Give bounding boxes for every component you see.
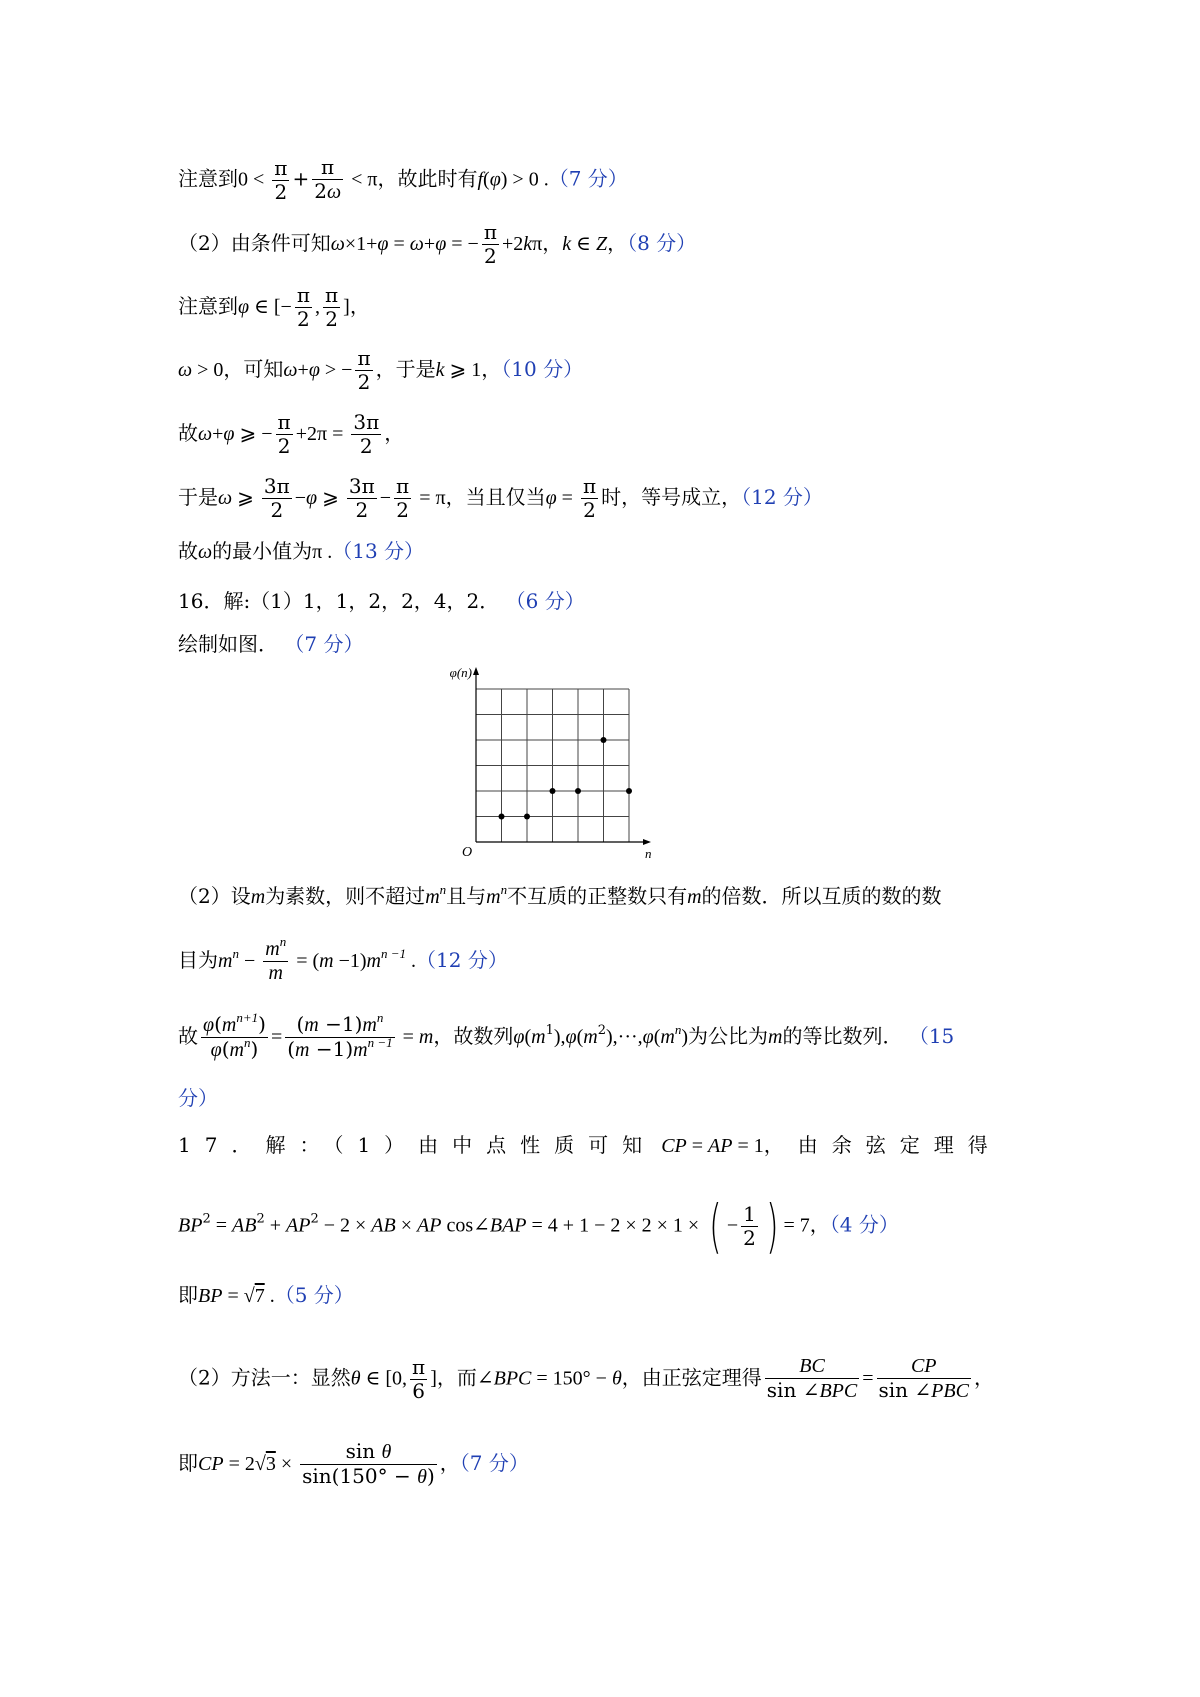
fraction: $\frac{\varphi(m^{n+1})}{\varphi(m^n)}$ xyxy=(203,1009,266,1061)
text: ，故此时有 xyxy=(377,166,478,191)
text: 故 xyxy=(178,421,198,445)
text: 故 xyxy=(178,1024,198,1048)
text: 即 xyxy=(178,1451,198,1475)
line-10: （2）设m为素数，则不超过$m^n$且与$m^n$不互质的正整数只有m的倍数．所以互质的数的数 xyxy=(178,881,942,908)
text: ，由余弦定理得 xyxy=(763,1133,1002,1157)
score: （8 分） xyxy=(627,231,697,255)
fraction: $\frac{CP}{\text{sin ∠PBC}}$ xyxy=(878,1355,969,1402)
text: ，而 xyxy=(436,1365,477,1390)
text: ，可知 xyxy=(223,357,284,381)
score: 分） xyxy=(178,1086,218,1110)
text: （2）设 xyxy=(178,884,251,908)
fraction: $\frac{\pi}{2}$ xyxy=(483,220,497,268)
line-13 xyxy=(178,1088,218,1108)
data-point xyxy=(550,788,556,794)
data-point xyxy=(601,737,607,743)
fraction: $\frac{3\pi}{2}$ xyxy=(348,474,375,522)
data-point xyxy=(626,788,632,794)
line-6: 于是ω ⩾ $\frac{3\pi}{2}$ −φ ⩾ $\frac{3\pi}{2}$ − $\frac{\pi}{2}$ = π，当且仅当φ = $\frac{\pi}{2}$ 时，等号成立，（12 分） xyxy=(178,474,823,522)
text: 即 xyxy=(178,1283,198,1307)
line-8 xyxy=(178,591,585,611)
x-axis-arrow xyxy=(643,839,651,845)
line-18: 即CP = 2√3 × $\frac{\text{sin θ}}{\sin(150^\circ - \theta)}$ ，（7 分） xyxy=(178,1439,529,1488)
score: （7 分） xyxy=(284,632,364,656)
text: 绘制如图． xyxy=(178,632,278,656)
fraction: $\frac{\pi}{2}$ xyxy=(582,474,597,522)
line-9 xyxy=(178,634,363,654)
x-axis-label: n xyxy=(645,846,652,861)
text: （2）方法一：显然 xyxy=(178,1365,351,1390)
score: （15 xyxy=(908,1024,955,1048)
score: （12 分） xyxy=(416,948,508,972)
text: 为素数，则不超过 xyxy=(265,884,426,908)
line-16: 即BP = √7 .（5 分） xyxy=(178,1283,354,1307)
line-4: ω > 0，可知ω+φ > − $\frac{\pi}{2}$ ，于是k ⩾ 1，（10 分） xyxy=(178,346,584,394)
text: 17．解：（1）由中点性质可知 xyxy=(178,1133,657,1157)
score: （5 分） xyxy=(274,1283,354,1307)
text: 的倍数．所以互质的数的数 xyxy=(701,884,942,908)
text: 于是 xyxy=(178,485,218,509)
text: 注意到 xyxy=(178,166,238,191)
line-12: 故 $\frac{\varphi(m^{n+1})}{\varphi(m^n)}$ = $\frac{(m -1)m^n}{(m -1)m^{n -1}}$ = m，故数列$\varphi(m^1),\varphi(m^2),\cdot\cdot\cdot,\varphi(m^n)$为公比为m的等比数列． （15 xyxy=(178,1009,955,1061)
line-1: 注意到0 < $\frac{\pi}{2}$ + $\frac{\pi}{2\omega}$ < π，故此时有f(φ) > 0 .（7 分） xyxy=(178,155,628,204)
text: ，于是 xyxy=(375,357,436,381)
text: （2）由条件可知 xyxy=(178,231,331,255)
line-11: 目为$m^n$ − $\frac{m^n}{m}$ = $(m -1)m^{n -1}$ .（12 分） xyxy=(178,933,508,984)
origin-label: O xyxy=(462,845,473,860)
line-17: （2）方法一：显然θ ∈ [0, $\frac{\pi}{6}$ ]，而∠BPC = 150° − θ，由正弦定理得 $\frac{BC}{\text{sin ∠BPC}}$ = $\frac{CP}{\text{sin ∠PBC}}$ ， xyxy=(178,1354,994,1403)
score: （13 分） xyxy=(332,539,425,563)
data-point xyxy=(499,814,505,820)
fraction: $\frac{\pi}{2}$ xyxy=(296,283,310,331)
y-axis-arrow xyxy=(473,667,479,675)
score: （10 分） xyxy=(501,357,584,381)
text: 目为 xyxy=(178,948,218,972)
data-point xyxy=(575,788,581,794)
text: 的等比数列． xyxy=(782,1024,903,1048)
fraction: $\frac{BC}{\text{sin ∠BPC}}$ xyxy=(766,1355,858,1402)
text: 时，等号成立， xyxy=(601,485,742,509)
fraction: $\frac{(m -1)m^n}{(m -1)m^{n -1}}$ xyxy=(287,1009,393,1061)
text: 16．解:（1）1，1，2，2，4，2． xyxy=(178,589,500,613)
y-axis-label: φ(n) xyxy=(449,665,472,680)
score: （7 分） xyxy=(548,166,628,191)
score: （7 分） xyxy=(459,1451,529,1475)
score: （4 分） xyxy=(829,1212,899,1237)
fraction: $\frac{\pi}{2\omega}$ xyxy=(314,155,342,203)
fraction: $\frac{\pi}{2}$ xyxy=(396,474,410,522)
text: 注意到 xyxy=(178,294,238,318)
line-15: $BP^2 = AB^2 + AP^2 - 2$ × AB × AP cos∠BAP = 4 + 1 − 2 × 2 × 1 × ( − $\frac{1}{2}$ ) = 7，（4 分） xyxy=(178,1192,899,1260)
fraction: $\frac{\pi}{2}$ xyxy=(357,346,371,394)
fraction: $\frac{m^n}{m}$ xyxy=(265,933,287,984)
line-3: 注意到φ ∈ [− $\frac{\pi}{2}$ , $\frac{\pi}{2}$ ]， xyxy=(178,283,370,331)
text: ，由正弦定理得 xyxy=(621,1365,762,1390)
fraction: $\frac{1}{2}$ xyxy=(743,1201,756,1250)
score: （6 分） xyxy=(505,589,585,613)
fraction: $\frac{3\pi}{2}$ xyxy=(353,410,380,458)
fraction: $\frac{\pi}{2}$ xyxy=(277,410,291,458)
line-7: 故ω的最小值为π .（13 分） xyxy=(178,539,425,563)
fraction: $\frac{\pi}{2}$ xyxy=(324,283,339,331)
line-2: （2）由条件可知ω×1+φ = ω+φ = − $\frac{\pi}{2}$ +2kπ，k ∈ Z，（8 分） xyxy=(178,220,697,268)
text: ，当且仅当 xyxy=(445,485,546,509)
text: 的最小值为 xyxy=(212,539,313,563)
score: （12 分） xyxy=(741,485,823,509)
text: 故 xyxy=(178,539,198,563)
text: 为公比为 xyxy=(688,1024,769,1048)
phi-chart xyxy=(430,655,670,865)
line-5: 故ω+φ ⩾ − $\frac{\pi}{2}$ +2π = $\frac{3\pi}{2}$ ， xyxy=(178,410,405,458)
fraction: $\frac{\text{sin θ}}{\sin(150^\circ - \theta)}$ xyxy=(302,1439,435,1488)
fraction: $\frac{\pi}{2}$ xyxy=(274,155,288,204)
text: 且与 xyxy=(446,884,487,908)
data-point xyxy=(524,814,530,820)
line-14: 17．解：（1）由中点性质可知 CP = AP = 1，由余弦定理得 xyxy=(178,1133,1002,1157)
text: ，故数列 xyxy=(433,1024,514,1048)
fraction: $\frac{3\pi}{2}$ xyxy=(263,474,290,522)
text: 不互质的正整数只有 xyxy=(507,884,688,908)
fraction: $\frac{\pi}{6}$ xyxy=(412,1354,426,1403)
